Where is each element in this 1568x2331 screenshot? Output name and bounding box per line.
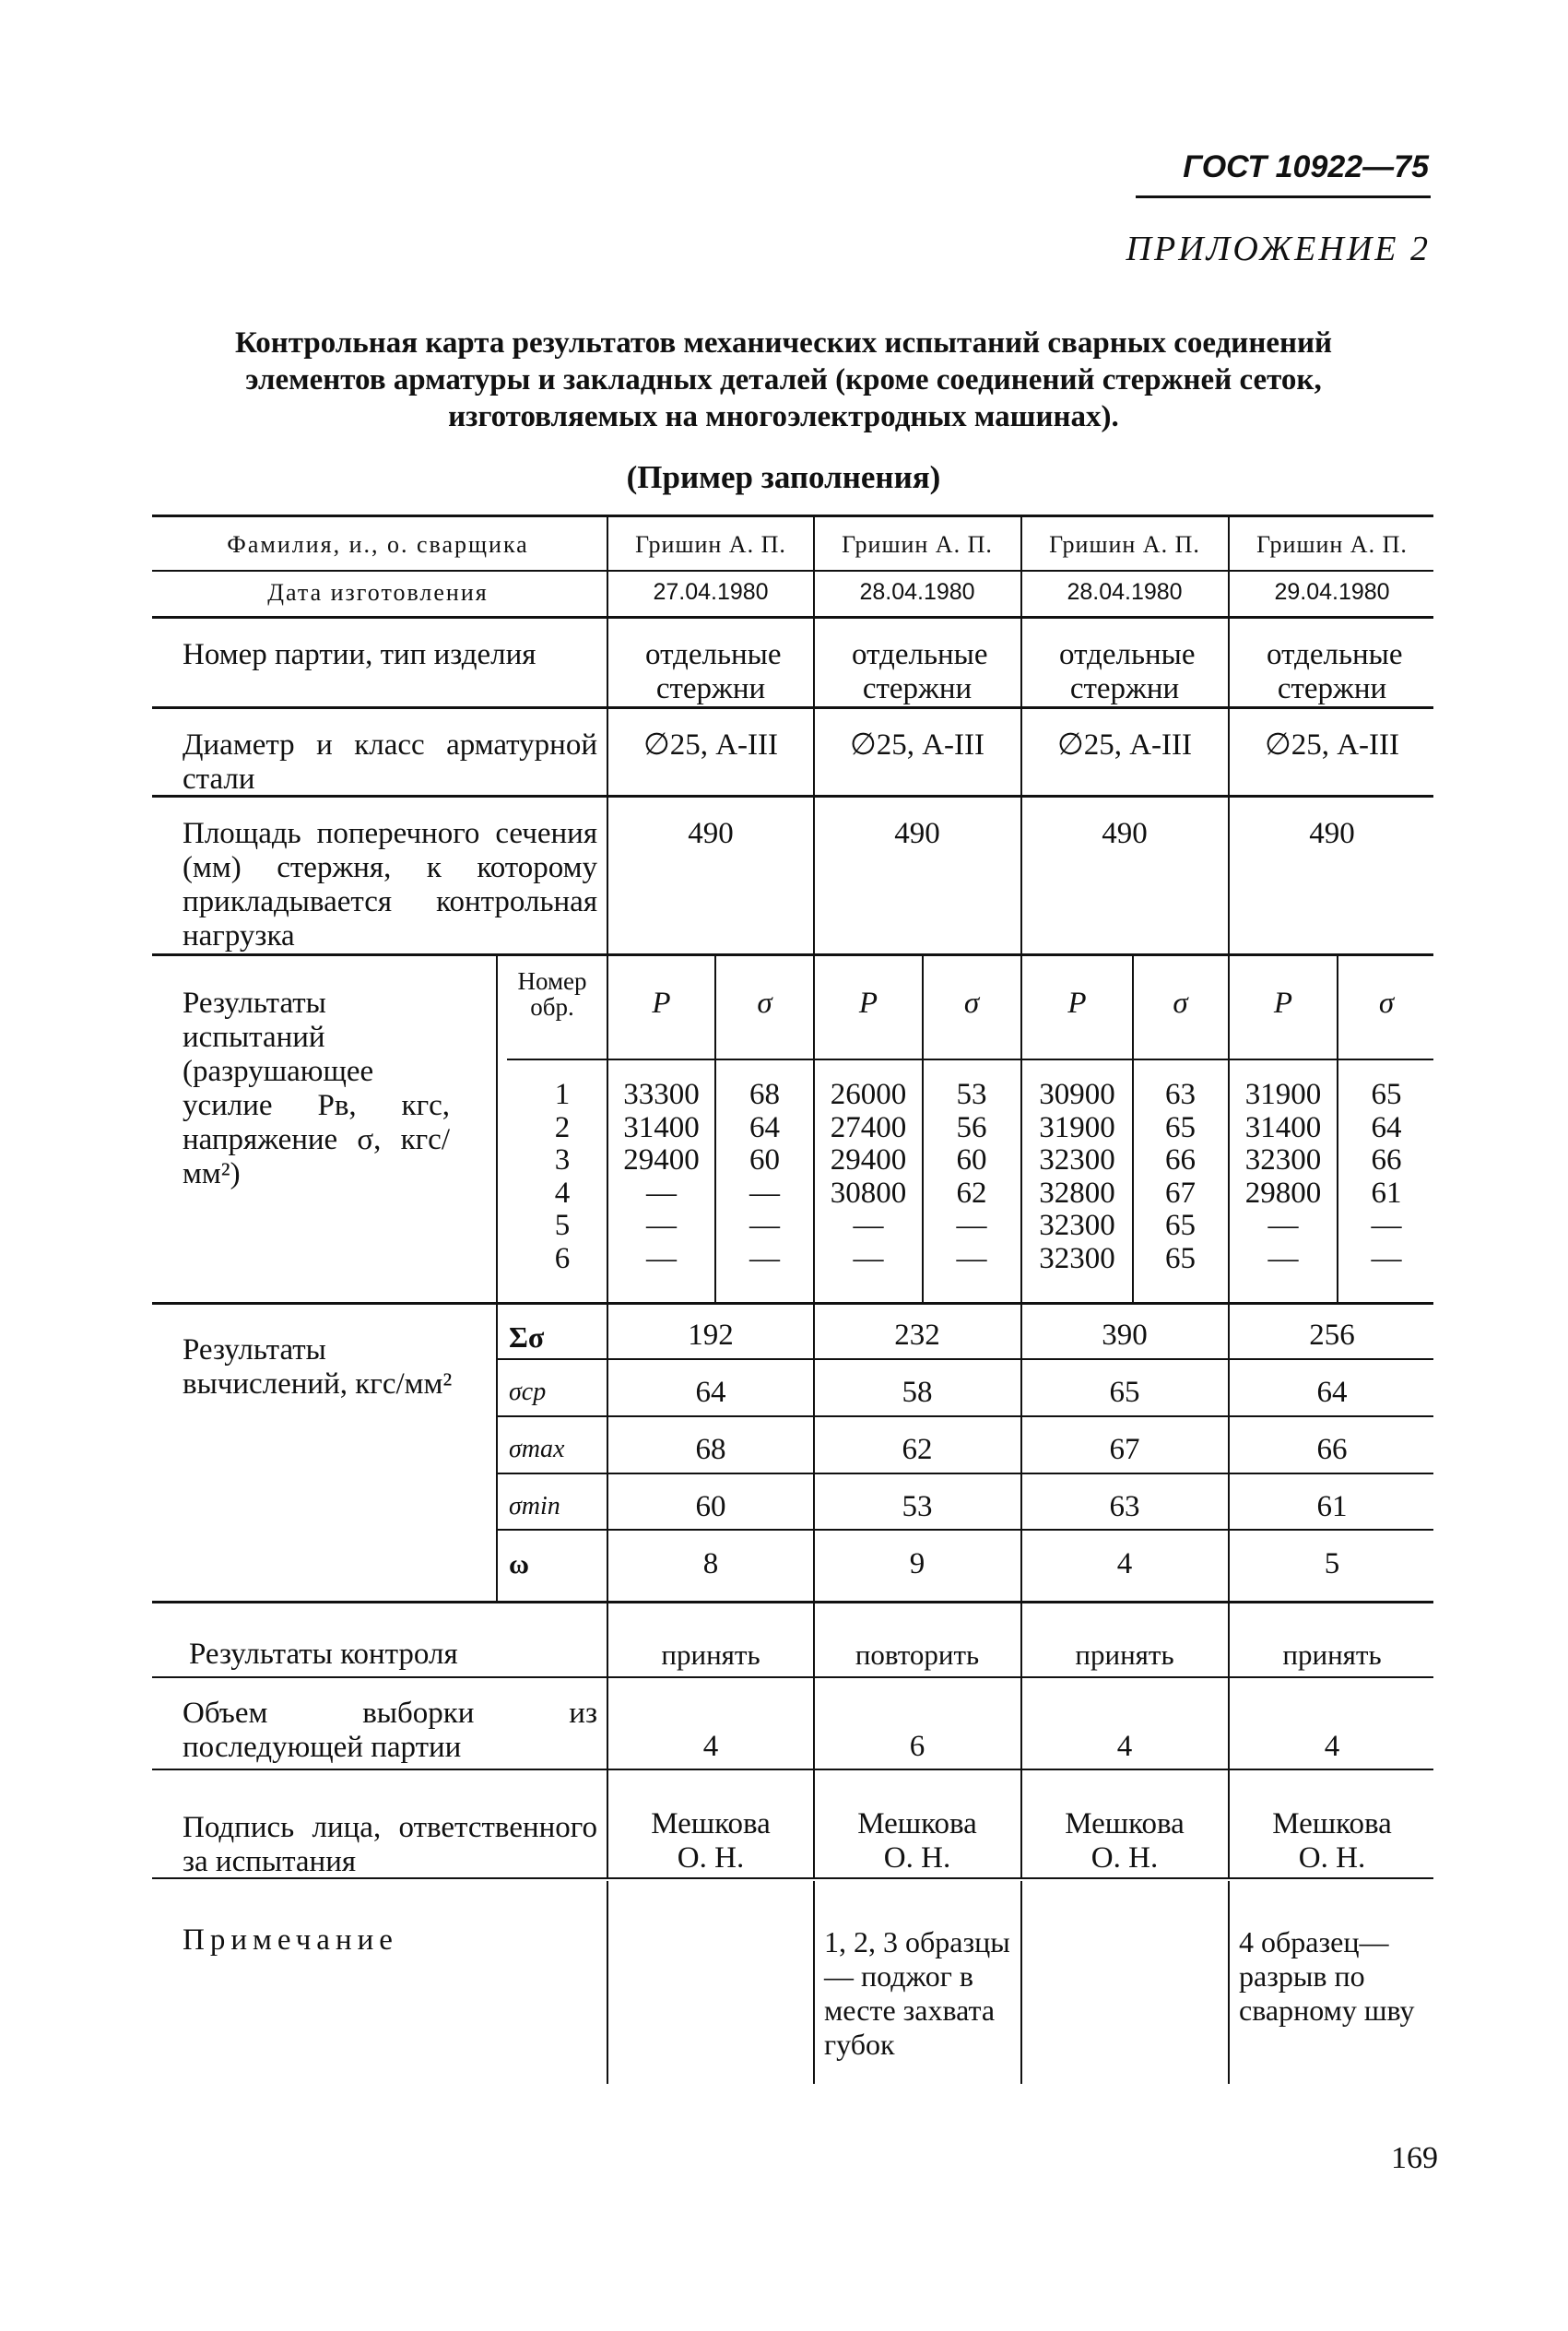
document-title <box>138 325 1429 435</box>
rule <box>152 1769 1433 1770</box>
row-label-date: Дата изготовления <box>267 579 489 606</box>
rule <box>498 1415 1433 1417</box>
sample-volume: 4 <box>702 1730 719 1763</box>
sigma-header: σ <box>1173 987 1188 1020</box>
sample-number: 3 <box>554 1143 571 1177</box>
standard-code: ГОСТ 10922—75 <box>1183 149 1429 184</box>
row-label-area: Площадь поперечного сечения (мм) стержня, к которому прикладывается контрольная нагрузка <box>183 817 597 953</box>
rule <box>152 1601 1433 1603</box>
welder-name: Гришин А. П. <box>1049 531 1200 558</box>
rule <box>496 955 498 1601</box>
rule <box>152 1676 1433 1678</box>
stat-label-sum: Σσ <box>509 1320 545 1354</box>
stat-value: 53 <box>902 1490 933 1523</box>
signature: Мешкова О. Н. <box>1272 1807 1392 1875</box>
sigma-values: 63 65 66 67 65 65 <box>1165 1078 1196 1275</box>
manufacture-date: 27.04.1980 <box>653 579 769 605</box>
page-number: 169 <box>1391 2141 1438 2175</box>
steel-diameter-class: ∅25, А-III <box>1056 728 1193 762</box>
sigma-header: σ <box>963 987 980 1020</box>
steel-diameter-class: ∅25, А-III <box>1264 728 1400 762</box>
cross-section-area: 490 <box>894 817 940 850</box>
sample-number: 2 <box>554 1110 571 1144</box>
stat-value: 66 <box>1316 1433 1348 1466</box>
stat-value: 256 <box>1309 1319 1355 1352</box>
p-header: P <box>1067 987 1087 1020</box>
stat-value: 63 <box>1109 1490 1140 1523</box>
row-label-tests: Результаты испытаний (разрушающее усилие Pв, кгс, напряжение σ, кгс/мм²) <box>183 987 450 1190</box>
stat-value: 61 <box>1316 1490 1348 1523</box>
control-result: повторить <box>855 1639 980 1671</box>
signature: Мешкова О. Н. <box>857 1807 977 1875</box>
row-label-note: Примечание <box>183 1923 398 1957</box>
sigma-values: 53 56 60 62 — — <box>956 1078 987 1275</box>
stat-value: 192 <box>688 1319 734 1352</box>
manufacture-date: 28.04.1980 <box>859 579 975 605</box>
batch-type: отдельные стержни <box>645 638 782 705</box>
batch-type: отдельные стержни <box>852 638 988 705</box>
row-label-control: Результаты контроля <box>189 1638 458 1671</box>
stat-value: 4 <box>1116 1547 1133 1580</box>
rule <box>607 1881 608 2084</box>
rule <box>152 706 1433 709</box>
row-label-diameter: Диаметр и класс арматурной стали <box>183 728 597 796</box>
steel-diameter-class: ∅25, А-III <box>643 728 779 762</box>
rule <box>813 1881 815 2084</box>
sigma-header: σ <box>757 987 772 1020</box>
stat-value: 232 <box>894 1319 940 1352</box>
sigma-values: 65 64 66 61 — — <box>1371 1078 1402 1275</box>
p-header: P <box>1273 987 1293 1020</box>
control-result: принять <box>661 1639 760 1671</box>
sample-number-header: Номер обр. <box>517 967 587 1021</box>
stat-value: 68 <box>695 1433 726 1466</box>
sample-number: 4 <box>554 1176 571 1210</box>
control-result: принять <box>1282 1639 1382 1671</box>
stat-value: 65 <box>1109 1376 1140 1409</box>
batch-type: отдельные стержни <box>1059 638 1196 705</box>
steel-diameter-class: ∅25, А-III <box>849 728 985 762</box>
stat-label-min: σmin <box>509 1492 560 1520</box>
row-label-batch: Номер партии, тип изделия <box>183 638 536 671</box>
row-label-volume: Объем выборки из последующей партии <box>183 1697 597 1764</box>
stat-label-max: σmax <box>509 1435 565 1463</box>
stat-value: 8 <box>702 1547 719 1580</box>
sample-numbers <box>516 1079 608 1275</box>
stat-value: 62 <box>902 1433 933 1466</box>
welder-name: Гришин А. П. <box>635 531 786 558</box>
manufacture-date: 28.04.1980 <box>1067 579 1183 605</box>
note: 4 образец— разрыв по сварному шву <box>1239 1925 1415 2027</box>
rule <box>507 1059 1433 1060</box>
stat-value: 9 <box>909 1547 925 1580</box>
stat-value: 58 <box>902 1376 933 1409</box>
stat-value: 390 <box>1102 1319 1148 1352</box>
p-header: P <box>652 987 671 1020</box>
stat-value: 60 <box>695 1490 726 1523</box>
row-label-calc: Результаты вычислений, кгс/мм² <box>183 1333 453 1401</box>
stat-value: 64 <box>695 1376 726 1409</box>
stat-label-mean: σср <box>509 1378 547 1406</box>
sample-number: 5 <box>554 1209 571 1242</box>
rule <box>152 570 1433 572</box>
rule <box>498 1358 1433 1360</box>
header-rule <box>1136 195 1431 198</box>
rule <box>152 953 1433 956</box>
control-result: принять <box>1075 1639 1174 1671</box>
sample-volume: 4 <box>1324 1730 1340 1763</box>
sample-number: 6 <box>554 1241 571 1275</box>
manufacture-date: 29.04.1980 <box>1274 579 1390 605</box>
stat-value: 5 <box>1324 1547 1340 1580</box>
rule <box>498 1529 1433 1531</box>
sigma-header: σ <box>1378 987 1395 1020</box>
subtitle: (Пример заполнения) <box>626 459 941 495</box>
rule <box>498 1473 1433 1474</box>
p-values: 31900 31400 32300 29800 — — <box>1244 1078 1322 1275</box>
cross-section-area: 490 <box>1102 817 1148 850</box>
stat-value: 67 <box>1109 1433 1140 1466</box>
p-values: 33300 31400 29400 — — — <box>623 1078 700 1275</box>
sample-volume: 6 <box>909 1730 925 1763</box>
stat-value: 64 <box>1316 1376 1348 1409</box>
title-line: изготовляемых на многоэлектродных машинах). <box>448 400 1119 433</box>
p-values: 26000 27400 29400 30800 — — <box>830 1078 907 1275</box>
cross-section-area: 490 <box>688 817 734 850</box>
rule <box>1020 1881 1022 2084</box>
sigma-values: 68 64 60 — — — <box>749 1078 780 1275</box>
p-values: 30900 31900 32300 32800 32300 32300 <box>1039 1078 1115 1275</box>
sample-volume: 4 <box>1116 1730 1133 1763</box>
row-label-signature: Подпись лица, ответственного за испытания <box>183 1811 597 1878</box>
signature: Мешкова О. Н. <box>1065 1807 1185 1875</box>
rule <box>152 515 1433 517</box>
stat-label-omega: ω <box>509 1549 529 1580</box>
signature: Мешкова О. Н. <box>651 1807 771 1875</box>
sample-number: 1 <box>554 1078 571 1111</box>
p-header: P <box>858 987 878 1020</box>
note: 1, 2, 3 образцы — поджог в месте захвата губок <box>824 1925 1010 2061</box>
welder-name: Гришин А. П. <box>842 531 993 558</box>
batch-type: отдельные стержни <box>1267 638 1403 705</box>
title-line: элементов арматуры и закладных деталей (кроме соединений стержней сеток, <box>245 363 1322 396</box>
title-line: Контрольная карта результатов механических испытаний сварных соединений <box>234 326 1333 360</box>
rule <box>152 616 1433 619</box>
appendix-label: ПРИЛОЖЕНИЕ 2 <box>1126 230 1431 268</box>
welder-name: Гришин А. П. <box>1256 531 1408 558</box>
rule <box>1228 1881 1230 2084</box>
row-label-welder: Фамилия, и., о. сварщика <box>227 531 529 558</box>
rule <box>152 1302 1433 1305</box>
cross-section-area: 490 <box>1309 817 1355 850</box>
